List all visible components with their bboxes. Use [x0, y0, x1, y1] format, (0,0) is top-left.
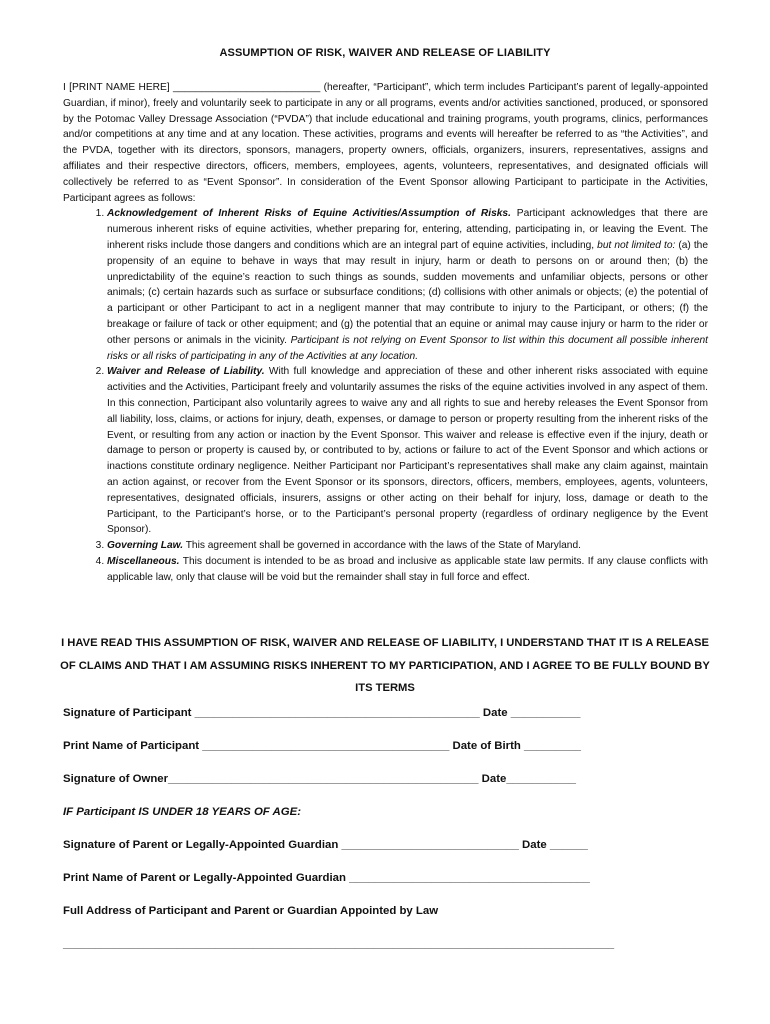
clause-text: With full knowledge and appreciation of these and other inherent risks associated with equine activities and the Activities, Participant freely and voluntarily assumes the risks of the equine activities involved in any aspect of them. In this connection, Participant also voluntarily agrees to waive any and all rights to sue and hereby releases the Event Sponsor from all liability, loss, claims, or actions for injury, death, expenses, or damage to person or property resulting from the inherent risks of the Event, or resulting from any action or inaction by the Event Sponsor. This waiver and release is effective even if the injury, death or damage to person or property is caused by, or contributed to by, actions or failure to act of the Event Sponsor and which actions or inactions constitute ordinary negligence. Neither Participant nor Participant’s representatives shall make any claim against, maintain an action against, or recover from the Event Sponsor or its sponsors, directors, officers, members, employees, agents, volunteers, representatives, designated officials, insurers, assigns or other acting on their behalf for injury, loss, damage or death to the Participant, to the Participant’s horse, or to the Participant’s personal property (regardless of ordinary negligence by the Event Sponsor).	[107, 366, 708, 536]
clause-text-italic: Participant is not relying on Event Sponsor to list within this document all possible inherent risks or all risks of participating in any of the Activities at any location.	[107, 334, 709, 362]
minor-section-heading: IF Participant IS UNDER 18 YEARS OF AGE:	[63, 806, 301, 818]
clause-heading: Waiver and Release of Liability.	[107, 366, 265, 378]
address-label: Full Address of Participant and Parent or Guardian Appointed by Law	[63, 905, 439, 917]
clause-governing-law	[107, 538, 708, 554]
clause-heading: Acknowledgement of Inherent Risks of Equine Activities/Assumption of Risks.	[107, 208, 511, 220]
clause-heading: Miscellaneous.	[107, 555, 180, 567]
document-title: ASSUMPTION OF RISK, WAIVER AND RELEASE OF LIABILITY	[219, 47, 551, 59]
acknowledgement-statement: I HAVE READ THIS ASSUMPTION OF RISK, WAIVER AND RELEASE OF LIABILITY, I UNDERSTAND THAT IT IS A RELEASE OF CLAIMS AND THAT I AM ASSUMING RISKS INHERENT TO MY PARTICIPATION, AND I AGREE TO BE FULLY BOUND BY ITS TERMS	[60, 637, 710, 694]
participant-print-name-line[interactable]: Print Name of Participant _______________________________________ Date of Birth _________	[63, 740, 581, 752]
clause-text: This document is intended to be as broad and inclusive as applicable state law permits. If any clause conflicts with applicable law, only that clause will be void but the remainder shall stay in full force and effect.	[107, 555, 708, 583]
guardian-signature-line[interactable]: Signature of Parent or Legally-Appointed Guardian ____________________________ Date ______	[63, 839, 588, 851]
clause-heading: Governing Law.	[107, 540, 184, 552]
owner-signature-line[interactable]: Signature of Owner_________________________________________________ Date___________	[63, 773, 577, 785]
clause-text: This agreement shall be governed in accordance with the laws of the State of Maryland.	[183, 540, 581, 552]
intro-paragraph: I [PRINT NAME HERE] __________________________ (hereafter, “Participant”, which term includes Participant’s parent of legally-appointed Guardian, if minor), freely and voluntarily seek to participate in any or all programs, events and/or activities sanctioned, produced, or sponsored by the Potomac Valley Dressage Association (“PVDA”) that include educational and training programs, youth programs, clinics, performances and/or competitions at any time and at any location. These activities, programs and events will hereafter be referred to as “the Activities”, and the PVDA, together with its directors, sponsors, managers, property owners, officials, organizers, insurers, representatives, assigns and affiliates and their respective directors, officers, members, employees, agents, volunteers, representatives, and designated officials will collectively be referred to as “Event Sponsor”. In consideration of the Event Sponsor allowing Participant to participate in the Activities, Participant agrees as follows:	[63, 82, 708, 204]
clause-acknowledgement	[107, 206, 708, 364]
clause-text-italic: but not limited to:	[597, 239, 676, 251]
participant-signature-line[interactable]: Signature of Participant _____________________________________________ Date ___________	[63, 707, 581, 719]
clause-text: Participant acknowledges that there are numerous inherent risks of equine activities, whether preparing for, entering, attending, participating in, or leaving the Event. The inherent risks include those dangers and conditions which are an integral part of equine activities, including,	[107, 208, 708, 251]
guardian-print-name-line[interactable]: Print Name of Parent or Legally-Appointed Guardian ______________________________________	[63, 872, 590, 884]
clause-text: (a) the propensity of an equine to behave in ways that may result in injury, harm or death to persons on or around then; (b) the unpredictability of the equine’s reaction to such things as sounds, sudden movements and unfamiliar objects, persons or other animals; (c) certain hazards such as surface or subsurface conditions; (d) collisions with other animals or objects; (e) the potential of a participant or other Participant to act in a negligent manner that may contribute to injury to the Participant, or others; (f) the breakage or failure of tack or other equipment; and (g) the potential that an equine or animal may cause injury or harm to the rider or other persons or animals in the vicinity.	[107, 239, 708, 346]
clauses-list	[63, 206, 708, 585]
clause-waiver	[107, 364, 708, 538]
address-line[interactable]: _______________________________________________________________________________________	[63, 938, 615, 950]
clause-miscellaneous	[107, 554, 708, 586]
document-body	[63, 80, 708, 586]
